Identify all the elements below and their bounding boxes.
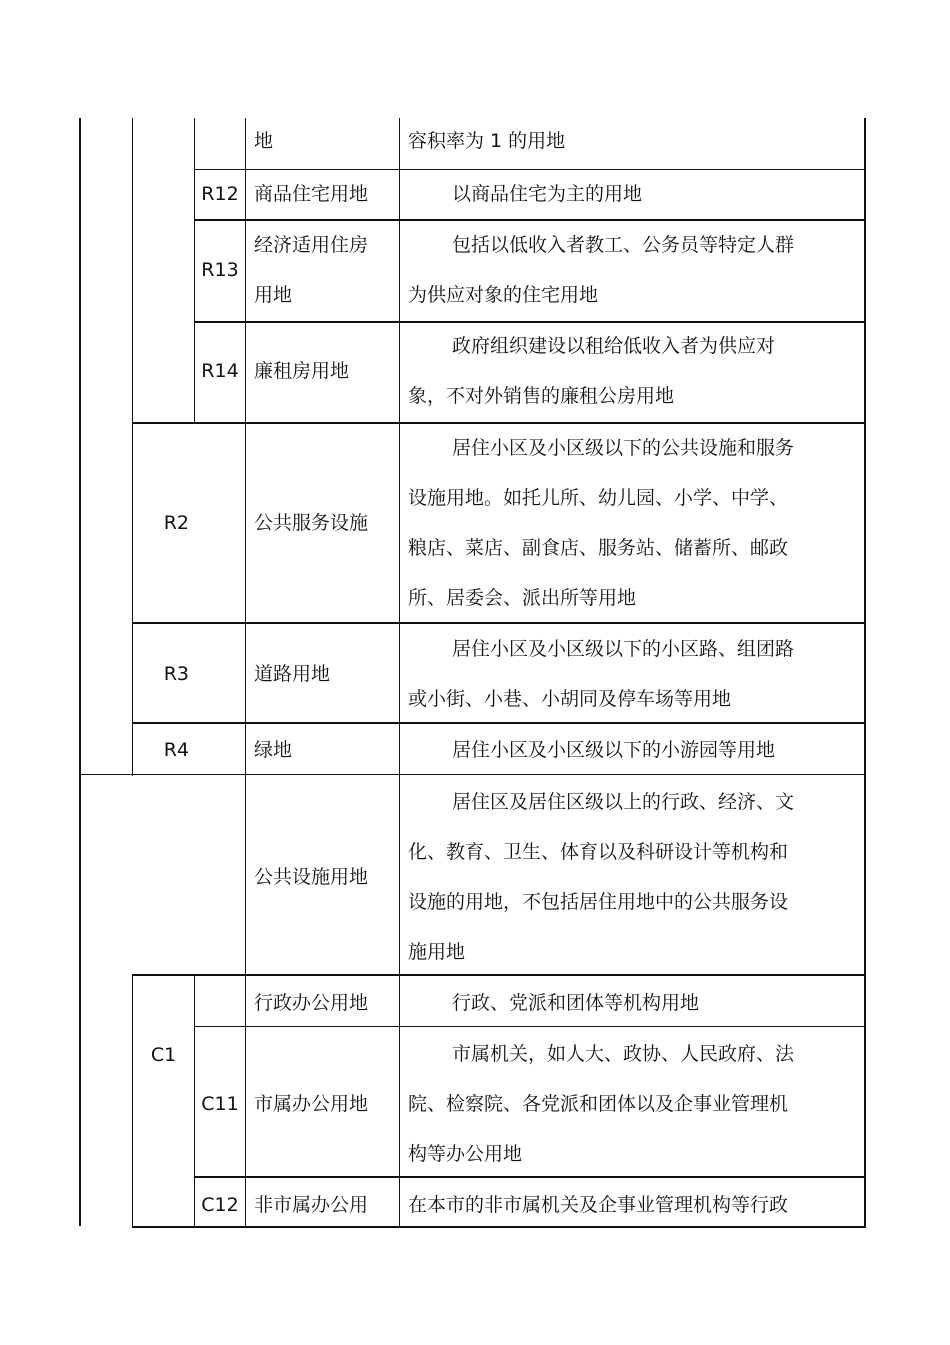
r3-code: R3 [163, 663, 189, 685]
c12-name: 非市属办公用 [254, 1194, 369, 1216]
c-desc-line4: 施用地 [408, 941, 466, 963]
c11-desc-line2: 院、检察院、各党派和团体以及企事业管理机 [408, 1093, 789, 1115]
table-bottom-border [132, 1226, 866, 1228]
row-line [132, 974, 866, 976]
r3-name: 道路用地 [254, 663, 331, 685]
col-line-b2 [132, 975, 133, 1228]
r13-desc-line2: 为供应对象的住宅用地 [408, 284, 599, 306]
r2-name: 公共服务设施 [254, 512, 369, 534]
r12-desc: 以商品住宅为主的用地 [452, 183, 643, 205]
col-line-d [245, 118, 246, 1228]
r14-name: 廉租房用地 [254, 360, 350, 382]
r2-desc-line4: 所、居委会、派出所等用地 [408, 587, 637, 609]
r2-desc-line3: 粮店、菜店、副食店、服务站、储蓄所、邮政 [408, 537, 789, 559]
row-line [194, 321, 866, 323]
r4-desc: 居住小区及小区级以下的小游园等用地 [452, 739, 776, 761]
c-desc-line1: 居住区及居住区级以上的行政、经济、文 [452, 791, 795, 813]
col-line-e [399, 118, 400, 1228]
r13-code: R13 [201, 259, 239, 281]
row-line [132, 722, 866, 724]
r3-desc-line2: 或小街、小巷、小胡同及停车场等用地 [408, 688, 732, 710]
c-desc-line3: 设施的用地，不包括居住用地中的公共服务设 [408, 891, 789, 913]
c1-name: 行政办公用地 [254, 992, 369, 1014]
r2-desc-line1: 居住小区及小区级以下的公共设施和服务 [452, 437, 795, 459]
row-line [194, 169, 866, 170]
table-right-border [864, 118, 866, 1228]
c1-code: C1 [150, 1044, 177, 1066]
c11-desc-line3: 构等办公用地 [408, 1143, 523, 1165]
r12-name: 商品住宅用地 [254, 183, 369, 205]
r14-desc-line1: 政府组织建设以租给低收入者为供应对 [452, 335, 776, 357]
c-name: 公共设施用地 [254, 866, 369, 888]
c1-desc: 行政、党派和团体等机构用地 [452, 992, 700, 1014]
c12-desc: 在本市的非市属机关及企事业管理机构等行政 [408, 1194, 789, 1216]
r14-code: R14 [201, 360, 239, 382]
row-line [132, 622, 866, 624]
c12-code: C12 [201, 1194, 239, 1216]
r13-name-line2: 用地 [254, 284, 293, 306]
c11-name: 市属办公用地 [254, 1093, 369, 1115]
r4-name: 绿地 [254, 739, 293, 761]
r3-desc-line1: 居住小区及小区级以下的小区路、组团路 [452, 638, 795, 660]
r2-code: R2 [163, 512, 189, 534]
r12-code: R12 [201, 183, 239, 205]
c11-desc-line1: 市属机关，如人大、政协、人民政府、法 [452, 1043, 795, 1065]
c-desc-line2: 化、教育、卫生、体育以及科研设计等机构和 [408, 841, 789, 863]
row-line [194, 1026, 866, 1027]
row-line [194, 219, 866, 221]
r11-desc: 容积率为 1 的用地 [408, 130, 566, 152]
row-line [194, 1176, 866, 1178]
r2-desc-line2: 设施用地。如托儿所、幼儿园、小学、中学、 [408, 487, 789, 509]
r14-desc-line2: 象，不对外销售的廉租公房用地 [408, 385, 675, 407]
c11-code: C11 [201, 1093, 239, 1115]
r13-desc-line1: 包括以低收入者教工、公务员等特定人群 [452, 234, 795, 256]
row-line [132, 422, 866, 424]
row-line [79, 774, 866, 775]
r13-name-line1: 经济适用住房 [254, 234, 369, 256]
r4-code: R4 [163, 739, 189, 761]
r11-name: 地 [254, 130, 274, 152]
table-left-border [79, 118, 81, 1226]
